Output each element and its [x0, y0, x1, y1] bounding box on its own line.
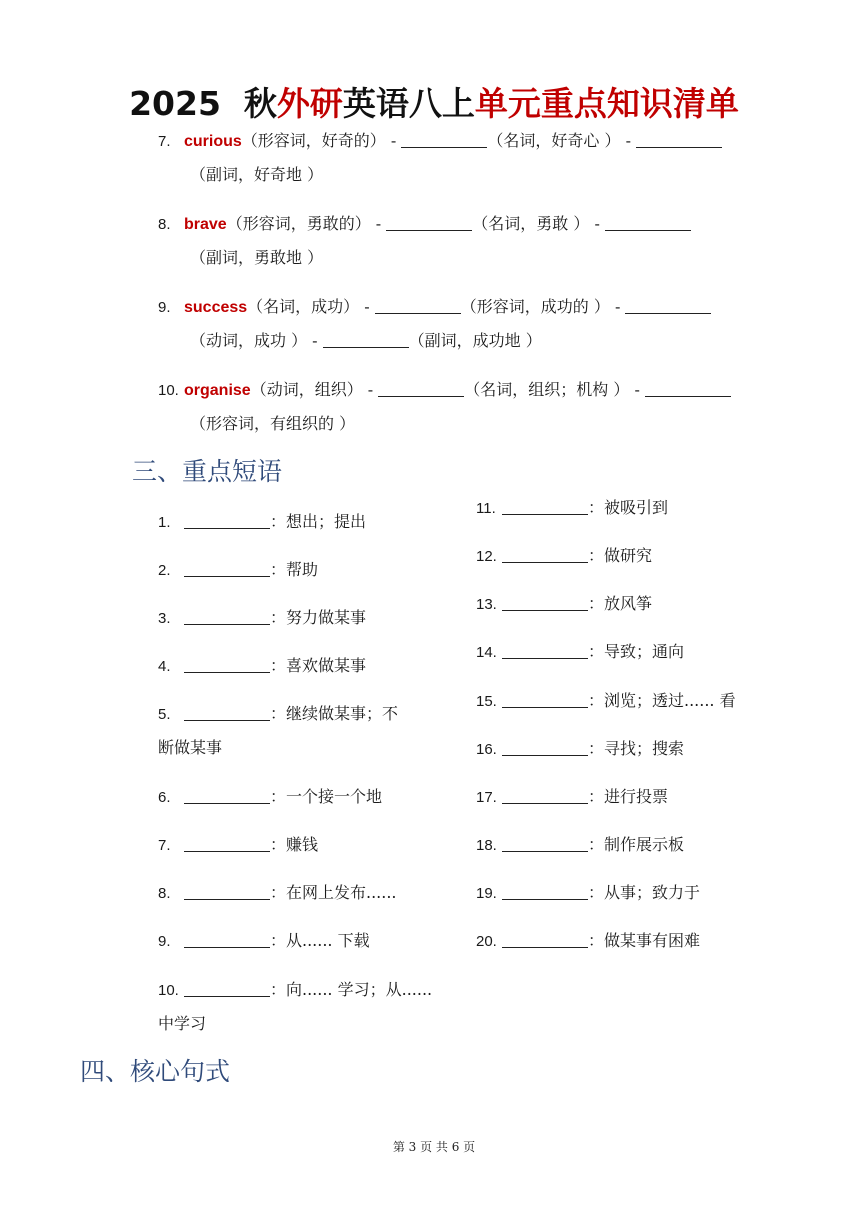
item-number: 13. [476, 596, 497, 613]
item-number: 19. [476, 885, 497, 902]
separator: - [385, 131, 402, 150]
head-word: curious [184, 133, 242, 150]
phrase-item [158, 553, 318, 587]
phrase-meaning: ：在网上发布...... [270, 883, 397, 902]
item-number: 5. [158, 706, 171, 723]
item-number: 10. [158, 382, 179, 399]
phrase-meaning: ：努力做某事 [270, 608, 367, 627]
answer-blank[interactable] [386, 213, 472, 231]
form-meaning: （形容词，成功的 ） [460, 297, 610, 316]
title-part-2: 外研 [276, 84, 343, 123]
item-number: 2. [158, 562, 171, 579]
phrase-item [476, 876, 700, 910]
answer-blank[interactable] [184, 703, 270, 721]
separator: - [620, 131, 637, 150]
form-meaning: （副词，成功地 ） [408, 331, 542, 350]
answer-blank[interactable] [502, 641, 588, 659]
head-word: success [184, 299, 248, 316]
section-heading-phrases: 三、重点短语 [132, 457, 283, 486]
phrase-meaning: ：做研究 [588, 546, 653, 565]
page-title [0, 78, 868, 125]
answer-blank[interactable] [605, 213, 691, 231]
head-word: brave [184, 216, 227, 233]
answer-blank[interactable] [184, 786, 270, 804]
item-number: 18. [476, 837, 497, 854]
phrase-meaning: ：从事；致力于 [588, 883, 701, 902]
answer-blank[interactable] [378, 379, 464, 397]
head-word: organise [184, 382, 251, 399]
item-number: 6. [158, 789, 171, 806]
item-number: 7. [158, 133, 171, 150]
phrase-meaning-cont: 断做某事 [158, 738, 223, 757]
separator: - [609, 297, 626, 316]
item-number: 4. [158, 658, 171, 675]
phrase-meaning-cont: 中学习 [158, 1014, 207, 1033]
phrase-item [476, 635, 684, 669]
form-meaning: （名词，组织；机构 ） [464, 380, 630, 399]
word-form-item [158, 290, 711, 358]
item-number: 17. [476, 789, 497, 806]
answer-blank[interactable] [502, 497, 588, 515]
answer-blank[interactable] [184, 930, 270, 948]
phrase-meaning: ：一个接一个地 [270, 787, 383, 806]
separator: - [370, 214, 387, 233]
phrase-meaning: ：喜欢做某事 [270, 656, 367, 675]
phrase-meaning: ：从...... 下载 [270, 931, 370, 950]
answer-blank[interactable] [184, 882, 270, 900]
phrase-item [476, 684, 736, 718]
item-number: 8. [158, 216, 171, 233]
title-part-1: 秋 [243, 84, 277, 123]
answer-blank[interactable] [184, 979, 270, 997]
answer-blank[interactable] [502, 593, 588, 611]
answer-blank[interactable] [502, 738, 588, 756]
title-year: 2025 [129, 84, 221, 123]
form-meaning: （名词，好奇心 ） [487, 131, 621, 150]
phrase-meaning: ：浏览；透过...... 看 [588, 691, 736, 710]
phrase-meaning: ：赚钱 [270, 835, 319, 854]
phrase-item [476, 539, 652, 573]
answer-blank[interactable] [184, 559, 270, 577]
phrase-meaning: ：进行投票 [588, 787, 669, 806]
word-meaning: （形容词，好奇的） [241, 131, 386, 150]
phrase-meaning: ：导致；通向 [588, 642, 685, 661]
phrase-item [476, 828, 684, 862]
phrase-meaning: ：被吸引到 [588, 498, 669, 517]
answer-blank[interactable] [184, 834, 270, 852]
page-footer: 第 3 页 共 6 页 [392, 1140, 476, 1154]
answer-blank[interactable] [401, 130, 487, 148]
phrase-item [158, 505, 366, 539]
separator: - [362, 380, 379, 399]
answer-blank[interactable] [502, 882, 588, 900]
phrase-meaning: ：制作展示板 [588, 835, 685, 854]
form-meaning: （动词，成功 ） - [190, 331, 323, 350]
phrase-item [476, 491, 668, 525]
answer-blank[interactable] [502, 786, 588, 804]
answer-blank[interactable] [184, 655, 270, 673]
item-number: 3. [158, 610, 171, 627]
item-number: 14. [476, 644, 497, 661]
separator: - [589, 214, 605, 233]
phrase-meaning: ：做某事有困难 [588, 931, 701, 950]
answer-blank[interactable] [625, 296, 711, 314]
form-meaning: （副词，好奇地 ） [190, 165, 324, 184]
phrase-meaning: ：想出；提出 [270, 512, 367, 531]
answer-blank[interactable] [502, 930, 588, 948]
item-number: 1. [158, 514, 171, 531]
item-number: 9. [158, 299, 171, 316]
item-number: 7. [158, 837, 171, 854]
phrase-meaning: ：继续做某事；不 [270, 704, 399, 723]
answer-blank[interactable] [184, 511, 270, 529]
phrase-meaning: ：放风筝 [588, 594, 653, 613]
answer-blank[interactable] [502, 545, 588, 563]
phrase-item [158, 697, 398, 765]
answer-blank[interactable] [323, 330, 409, 348]
word-form-item [158, 207, 691, 275]
word-form-item [158, 124, 722, 192]
word-meaning: （名词，成功） [247, 297, 360, 316]
item-number: 20. [476, 933, 497, 950]
phrase-item [158, 828, 318, 862]
phrase-meaning: ：帮助 [270, 560, 319, 579]
phrase-item [476, 732, 684, 766]
title-part-4: 单元重点知识清单 [474, 84, 739, 123]
answer-blank[interactable] [636, 130, 722, 148]
word-meaning: （形容词，勇敢的） [226, 214, 371, 233]
phrase-meaning: ：向...... 学习；从...... [270, 980, 433, 999]
item-number: 9. [158, 933, 171, 950]
phrase-meaning: ：寻找；搜索 [588, 739, 685, 758]
item-number: 12. [476, 548, 497, 565]
word-form-item [158, 373, 731, 441]
separator: - [629, 380, 645, 399]
form-meaning: （形容词，有组织的 ） [190, 414, 356, 433]
phrase-item [158, 924, 370, 958]
form-meaning: （名词，勇敢 ） [472, 214, 590, 233]
section-heading-sentences: 四、核心句式 [80, 1057, 231, 1086]
item-number: 16. [476, 741, 497, 758]
answer-blank[interactable] [375, 296, 461, 314]
phrase-item [158, 973, 432, 1041]
item-number: 10. [158, 982, 179, 999]
item-number: 8. [158, 885, 171, 902]
phrase-item [158, 601, 366, 635]
phrase-item [476, 780, 668, 814]
form-meaning: （副词，勇敢地 ） [190, 248, 324, 267]
title-part-3: 英语八上 [342, 84, 475, 123]
phrase-item [158, 649, 366, 683]
item-number: 11. [476, 500, 496, 517]
answer-blank[interactable] [645, 379, 731, 397]
phrase-item [476, 587, 652, 621]
phrase-item [476, 924, 700, 958]
word-meaning: （动词，组织） [250, 380, 363, 399]
item-number: 15. [476, 693, 497, 710]
answer-blank[interactable] [502, 690, 588, 708]
answer-blank[interactable] [184, 607, 270, 625]
answer-blank[interactable] [502, 834, 588, 852]
separator: - [359, 297, 375, 316]
phrase-item [158, 780, 382, 814]
phrase-item [158, 876, 397, 910]
